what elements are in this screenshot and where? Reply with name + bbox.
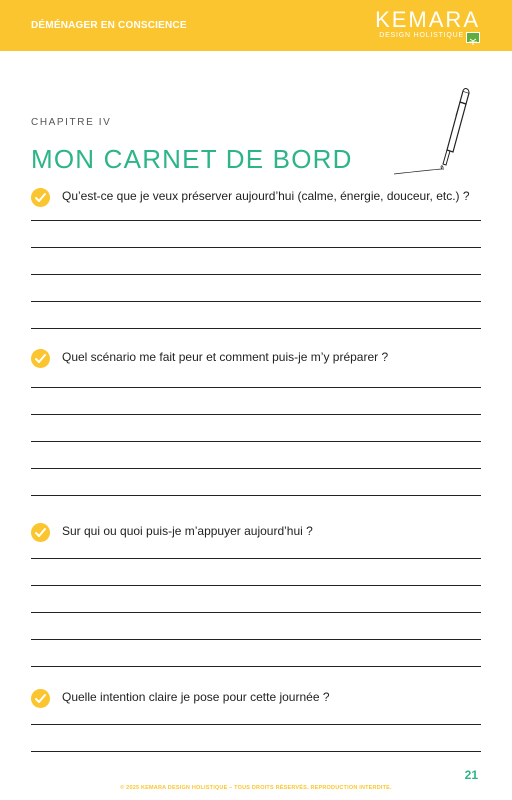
answer-line[interactable] [31,441,481,442]
answer-line[interactable] [31,468,481,469]
brand-logo [370,8,480,44]
answer-line[interactable] [31,247,481,248]
answer-line[interactable] [31,301,481,302]
answer-line[interactable] [31,387,481,388]
answer-line[interactable] [31,751,481,752]
brand-tagline: DESIGN HOLISTIQUE [379,32,464,39]
question-4 [31,689,491,713]
page-header [0,0,512,51]
chapter-label: CHAPITRE IV [31,117,112,128]
question-text: Quel scénario me fait peur et comment puis-je m’y préparer ? [62,350,389,364]
pen-icon [392,86,482,178]
answer-line[interactable] [31,558,481,559]
header-title: DÉMÉNAGER EN CONSCIENCE [31,20,187,31]
question-1 [31,188,491,212]
answer-line[interactable] [31,220,481,221]
answer-line[interactable] [31,639,481,640]
answer-line[interactable] [31,328,481,329]
check-icon [31,689,50,708]
leaf-icon [466,32,480,43]
question-text: Qu’est-ce que je veux préserver aujourd’hui (calme, énergie, douceur, etc.) ? [62,189,470,203]
question-2 [31,349,491,373]
page-title: MON CARNET DE BORD [31,144,353,174]
copyright-footer: © 2025 KEMARA DESIGN HOLISTIQUE – TOUS DROITS RÉSERVÉS. REPRODUCTION INTERDITE. [120,785,392,791]
check-icon [31,349,50,368]
answer-line[interactable] [31,612,481,613]
answer-line[interactable] [31,274,481,275]
question-text: Quelle intention claire je pose pour cette journée ? [62,690,330,704]
answer-line[interactable] [31,724,481,725]
answer-line[interactable] [31,585,481,586]
check-icon [31,188,50,207]
page-number: 21 [464,768,478,782]
question-3 [31,523,491,547]
answer-line[interactable] [31,495,481,496]
brand-name: KEMARA [375,7,480,32]
answer-line[interactable] [31,666,481,667]
question-text: Sur qui ou quoi puis-je m’appuyer aujourd’hui ? [62,524,313,538]
answer-line[interactable] [31,414,481,415]
check-icon [31,523,50,542]
